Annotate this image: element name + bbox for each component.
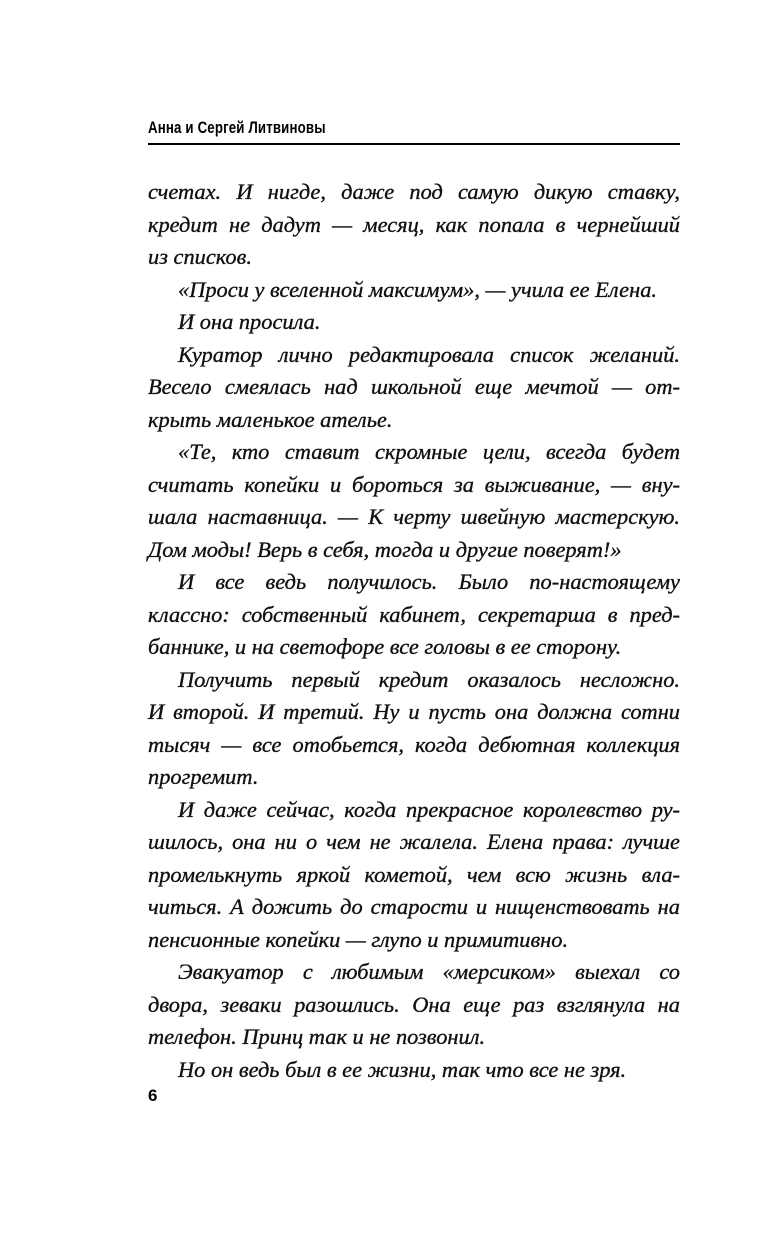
text-line: Эвакуатор с любимым «мерсиком» выехал со: [178, 959, 680, 984]
text-line: баннике, и на светофоре все головы в ее сторону.: [148, 634, 622, 659]
text-line: кредит не дадут — месяц, как попала в чернейший: [148, 211, 680, 237]
text-line: из списков.: [148, 244, 252, 269]
running-head: Анна и Сергей Литвиновы: [148, 118, 326, 137]
text-line: двора, зеваки разошлись. Она еще раз взглянула на: [148, 991, 680, 1017]
text-line: шилось, она ни о чем не жалела. Елена права: лучше: [148, 829, 680, 854]
text-line: считать копейки и бороться за выживание, — вну-: [148, 471, 680, 497]
text-line: «Те, кто ставит скромные цели, всегда будет: [178, 439, 680, 464]
header-rule: [148, 143, 680, 145]
text-line: счетах. И нигде, даже под самую дикую ставку,: [148, 179, 680, 204]
text-line: «Проси у вселенной максимум», — учила ее Елена.: [178, 276, 657, 302]
text-line: прогремит.: [148, 764, 259, 789]
text-line: промелькнуть яркой кометой, чем всю жизнь вла-: [148, 861, 680, 887]
page-number: 6: [148, 1086, 158, 1105]
text-line: пенсионные копейки — глупо и примитивно.: [148, 926, 569, 952]
text-line: Весело смеялась над школьной еще мечтой — от-: [148, 374, 680, 399]
text-line: тысяч — все отобьется, когда дебютная коллекция: [148, 731, 680, 757]
text-line: И даже сейчас, когда прекрасное королевство ру-: [178, 796, 680, 822]
text-line: Дом моды! Верь в себя, тогда и другие поверят!»: [148, 536, 622, 562]
text-line: шала наставница. — К черту швейную мастерскую.: [148, 504, 680, 529]
text-line: Получить первый кредит оказалось несложно.: [178, 666, 680, 692]
text-line: Но он ведь был в ее жизни, так что все не зря.: [178, 1056, 627, 1082]
text-line: читься. А дожить до старости и нищенствовать на: [148, 894, 680, 919]
text-line: телефон. Принц так и не позвонил.: [148, 1024, 486, 1049]
text-line: И второй. И третий. Ну и пусть она должна сотни: [148, 699, 680, 724]
text-line: классно: собственный кабинет, секретарша в пред-: [148, 601, 680, 627]
text-line: Куратор лично редактировала список желаний.: [178, 341, 680, 367]
text-line: крыть маленькое ателье.: [148, 406, 393, 432]
text-line: И она просила.: [178, 309, 321, 334]
text-line: И все ведь получилось. Было по-настоящему: [178, 569, 680, 594]
body-text: [148, 176, 680, 1086]
